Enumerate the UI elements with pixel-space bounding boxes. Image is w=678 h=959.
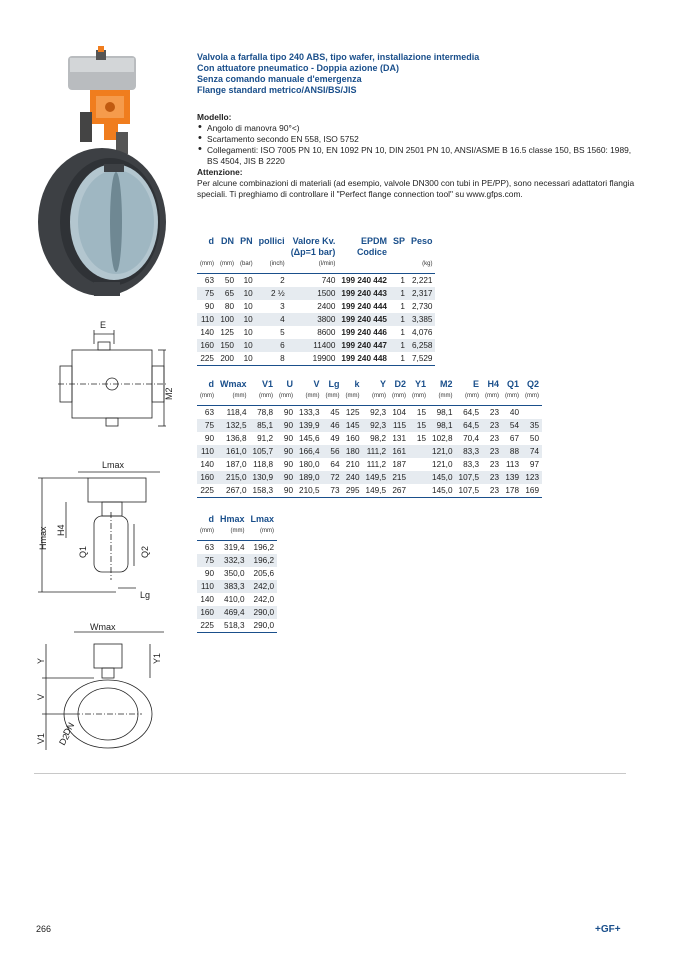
table-row: [197, 406, 542, 420]
table-cell: 199 240 445: [338, 313, 390, 326]
col-header: E: [473, 379, 480, 389]
unit-cell: (mm): [276, 390, 296, 406]
table-cell: 139,9: [296, 419, 323, 432]
table-row: [197, 471, 542, 484]
table-cell: 140: [200, 328, 214, 337]
d3-dn-label: DN: [61, 720, 77, 737]
table-cell: 199 240 443: [338, 287, 390, 300]
d3-d2-label: D2: [57, 732, 72, 747]
unit-cell: (inch): [256, 258, 288, 274]
table-cell: 3800: [288, 313, 339, 326]
table-cell: 90: [204, 569, 214, 578]
unit-cell: (mm): [456, 390, 483, 406]
table-cell: 110: [197, 445, 217, 458]
table-cell: 199 240 447: [338, 339, 390, 352]
col-header: k: [354, 379, 360, 389]
table-cell: 23: [489, 434, 500, 443]
col-header: Q1: [507, 379, 520, 389]
table-cell: 10: [237, 287, 256, 300]
unit-cell: (mm): [217, 525, 248, 541]
table-codes: [197, 236, 435, 366]
table-cell: 54: [502, 419, 522, 432]
gf-logo: +GF+: [595, 924, 621, 935]
table-cell: 295: [343, 484, 363, 498]
model-bullet: • Angolo di manovra 90°<): [207, 123, 637, 134]
table-cell: 121,0: [429, 445, 456, 458]
table-cell: 1: [390, 313, 408, 326]
unit-cell: (mm): [363, 390, 390, 406]
model-bullet: • Collegamenti: ISO 7005 PN 10, EN 1092 PN 10, DIN 2501 PN 10, ANSI/ASME B 16.5 classe 150, BS 1560: 1989, BS 4504, JIS B 2220: [207, 145, 637, 167]
table-cell: 187,0: [226, 460, 247, 469]
unit-cell: (mm): [197, 525, 217, 541]
table-cell: 3: [280, 302, 285, 311]
table-cell: 73: [323, 484, 343, 498]
d2-q2-label: Q2: [140, 545, 150, 558]
table-cell: 215: [389, 471, 409, 484]
unit-cell: (mm): [323, 390, 343, 406]
table-cell: 78,8: [257, 408, 274, 417]
unit-cell: (mm): [217, 258, 237, 274]
unit-cell: (mm): [343, 390, 363, 406]
d3-y1-label: Y1: [152, 652, 162, 664]
table-row: [197, 352, 435, 366]
col-header: H4: [487, 379, 500, 389]
table-cell: 131: [392, 434, 407, 443]
table-cell: 104: [392, 408, 407, 417]
unit-cell: [338, 258, 390, 274]
unit-cell: (mm): [197, 390, 217, 406]
table-row: [197, 580, 277, 593]
table-cell: 63: [204, 408, 214, 417]
table-cell: 23: [489, 408, 500, 417]
table-cell: 161,0: [217, 445, 250, 458]
product-title: [197, 52, 637, 96]
table-cell: 225: [197, 352, 217, 366]
table-cell: 23: [489, 460, 500, 469]
table-cell: 15: [416, 408, 427, 417]
table-cell: 90: [283, 460, 294, 469]
table-cell: 410,0: [224, 595, 245, 604]
col-header: Valore Kv.: [292, 236, 336, 246]
table-cell: 4: [256, 313, 288, 326]
table-cell: 1: [400, 302, 405, 311]
table-cell: 83,3: [463, 460, 480, 469]
table-dimensions: [197, 379, 542, 498]
table-cell: 150: [217, 339, 237, 352]
table-cell: 2 ½: [256, 287, 288, 300]
table-cell: 7,529: [408, 352, 436, 366]
table-row: [197, 619, 277, 633]
table-row: [197, 287, 435, 300]
table-cell: 111,2: [363, 445, 390, 458]
table-cell: 80: [224, 302, 234, 311]
table-cell: 72: [323, 471, 343, 484]
table-cell: 166,4: [296, 445, 323, 458]
table-cell: 200: [217, 352, 237, 366]
col-header: Lmax: [250, 514, 275, 524]
table-cell: 2,317: [408, 287, 436, 300]
d1-m2-label: M2: [164, 387, 174, 400]
table-cell: 10: [243, 276, 253, 285]
col-header: EPDM: [360, 236, 387, 246]
table-cell: 110: [197, 313, 217, 326]
table-row: [197, 458, 542, 471]
table-cell: 35: [522, 419, 542, 432]
table-cell: 123: [522, 471, 542, 484]
table-cell: 118,4: [226, 408, 247, 417]
table-cell: 1: [390, 352, 408, 366]
model-section: [197, 112, 637, 200]
table-cell: 8600: [317, 328, 336, 337]
table-cell: 160: [197, 471, 217, 484]
table-cell: 98,1: [429, 419, 456, 432]
table-body: [197, 258, 435, 366]
table-cell: 8: [256, 352, 288, 366]
table-cell: 64,5: [456, 419, 483, 432]
valve-product-image: [30, 46, 190, 302]
table-row: [197, 445, 542, 458]
col-header: M2: [440, 379, 453, 389]
table-cell: 10: [237, 352, 256, 366]
table-cell: 169: [522, 484, 542, 498]
col-header: d: [208, 379, 214, 389]
table-cell: 4,076: [411, 328, 433, 337]
table-cell: 110: [197, 580, 217, 593]
table-cell: 75: [197, 419, 217, 432]
table-cell: 1: [400, 328, 405, 337]
table-cell: 125: [345, 408, 360, 417]
table-cell: 10: [243, 328, 253, 337]
table-cell: 15: [416, 434, 427, 443]
table-cell: 132,5: [217, 419, 250, 432]
table-cell: 205,6: [253, 569, 275, 578]
table-cell: 23: [482, 484, 502, 498]
table-cell: 90: [276, 445, 296, 458]
unit-cell: (mm): [429, 390, 456, 406]
table-cell: 140: [200, 595, 214, 604]
table-cell: 145: [343, 419, 363, 432]
table-cell: 118,8: [253, 460, 274, 469]
table-cell: 130,9: [250, 471, 277, 484]
table-cell: 145,6: [299, 434, 320, 443]
table-row: [197, 606, 277, 619]
table-cell: 196,2: [253, 543, 275, 552]
table-cell: 74: [522, 445, 542, 458]
table-body: [197, 390, 542, 498]
table-cell: 180: [343, 445, 363, 458]
table-cell: 107,5: [456, 484, 483, 498]
table-cell: 63: [204, 276, 214, 285]
col-header: V1: [262, 379, 274, 389]
col-header: Hmax: [220, 514, 245, 524]
unit-cell: (kg): [408, 258, 436, 274]
table-cell: 90: [283, 408, 294, 417]
unit-cell: (mm): [197, 258, 217, 274]
table-cell: 215,0: [217, 471, 250, 484]
table-cell: 15: [409, 419, 429, 432]
table-cell: 90: [276, 419, 296, 432]
table-cell: 23: [482, 419, 502, 432]
unit-cell: (mm): [250, 390, 277, 406]
table-cell: 90: [283, 434, 294, 443]
col-header: Y: [380, 379, 387, 389]
table-cell: 46: [323, 419, 343, 432]
unit-cell: (mm): [502, 390, 522, 406]
col-header: d: [208, 236, 214, 246]
col-header-sub: (Δp=1 bar): [290, 247, 336, 257]
table-cell: 92,3: [363, 419, 390, 432]
table-cell: 64,5: [463, 408, 480, 417]
table-cell: 196,2: [248, 554, 278, 567]
col-header: d: [208, 514, 214, 524]
table-cell: 102,8: [432, 434, 453, 443]
col-header: U: [286, 379, 294, 389]
table-cell: 50: [224, 276, 234, 285]
table-row: [197, 593, 277, 606]
table-cell: 136,8: [226, 434, 247, 443]
table-cell: 111,2: [366, 460, 387, 469]
table-cell: 107,5: [456, 471, 483, 484]
table-cell: 149,5: [363, 471, 390, 484]
unit-cell: (mm): [296, 390, 323, 406]
table-cell: 225: [197, 619, 217, 633]
table-cell: 160: [345, 434, 360, 443]
table-cell: 469,4: [217, 606, 248, 619]
title-line: Valvola a farfalla tipo 240 ABS, tipo wafer, installazione intermedia: [197, 52, 480, 62]
table-row: [197, 419, 542, 432]
table-cell: 2,221: [411, 276, 433, 285]
page-number: 266: [36, 924, 52, 934]
table-cell: 1: [390, 339, 408, 352]
col-header-sub: Codice: [356, 247, 387, 257]
table-cell: [409, 458, 429, 471]
table-hmax-lmax: [197, 514, 277, 633]
table-cell: 6,258: [408, 339, 436, 352]
table-cell: 83,3: [456, 445, 483, 458]
footer-divider: [34, 773, 626, 774]
d3-v-label: V: [36, 693, 46, 700]
col-header: Lg: [328, 379, 340, 389]
table-cell: 90: [204, 434, 214, 443]
table-cell: 2: [280, 276, 285, 285]
table-cell: 92,3: [370, 408, 387, 417]
table-cell: 10: [237, 339, 256, 352]
table-cell: 1: [400, 276, 405, 285]
table-cell: 90: [204, 302, 214, 311]
table-row: [197, 554, 277, 567]
table-cell: 160: [197, 606, 217, 619]
table-cell: 518,3: [217, 619, 248, 633]
table-cell: 91,2: [257, 434, 274, 443]
table-cell: 2,730: [411, 302, 433, 311]
title-line: Senza comando manuale d'emergenza: [197, 74, 362, 84]
table-cell: 64: [330, 460, 340, 469]
col-header: Peso: [410, 236, 433, 246]
table-cell: 319,4: [224, 543, 245, 552]
table-row: [197, 274, 435, 288]
table-cell: 75: [197, 287, 217, 300]
d3-y-label: Y: [36, 657, 46, 664]
table-cell: 90: [276, 484, 296, 498]
d2-lg-label: Lg: [140, 590, 151, 600]
col-header: pollici: [258, 236, 285, 246]
table-row: [197, 484, 542, 498]
table-cell: 97: [529, 460, 540, 469]
table-cell: 1: [390, 287, 408, 300]
table-cell: 199 240 446: [341, 328, 387, 337]
table-cell: 105,7: [250, 445, 277, 458]
table-cell: 210: [345, 460, 360, 469]
table-cell: 23: [482, 445, 502, 458]
table-cell: 49: [330, 434, 340, 443]
unit-cell: (mm): [522, 390, 542, 406]
table-cell: 740: [321, 276, 336, 285]
unit-cell: (mm): [409, 390, 429, 406]
attention-text: Per alcune combinazioni di materiali (ad esempio, valvole DN300 con tubi in PE/PP), sono necessari adattatori flangia speciali. Ti preghiamo di controllare il "Perfect flange connection tool" su www.gfps.com.: [197, 178, 635, 199]
table-cell: 240: [343, 471, 363, 484]
table-cell: 85,1: [250, 419, 277, 432]
d2-q1-label: Q1: [78, 545, 88, 558]
table-cell: 145,0: [429, 471, 456, 484]
table-cell: 160: [197, 339, 217, 352]
table-cell: [409, 484, 429, 498]
d3-wmax-label: Wmax: [90, 622, 116, 632]
unit-cell: (mm): [248, 525, 278, 541]
table-cell: [409, 471, 429, 484]
table-cell: 242,0: [248, 580, 278, 593]
table-cell: 115: [389, 419, 409, 432]
col-header: Wmax: [220, 379, 247, 389]
table-cell: 65: [217, 287, 237, 300]
table-cell: 113: [505, 460, 520, 469]
d2-lmax-label: Lmax: [102, 460, 125, 470]
table-cell: 6: [256, 339, 288, 352]
table-cell: 2400: [317, 302, 336, 311]
table-cell: 180,0: [299, 460, 320, 469]
table-cell: 199 240 448: [338, 352, 390, 366]
title-line: Flange standard metrico/ANSI/BS/JIS: [197, 85, 357, 95]
table-cell: 290,0: [248, 606, 278, 619]
table-cell: 187: [392, 460, 407, 469]
drawing-front-section: [34, 622, 174, 757]
table-cell: [409, 445, 429, 458]
table-row: [197, 313, 435, 326]
table-cell: 242,0: [253, 595, 275, 604]
table-cell: 90: [276, 471, 296, 484]
table-cell: 145,0: [429, 484, 456, 498]
table-cell: 199 240 444: [341, 302, 387, 311]
attention-heading: Attenzione:: [197, 167, 243, 177]
table-cell: 125: [220, 328, 234, 337]
table-cell: 158,3: [250, 484, 277, 498]
col-header: V: [313, 379, 320, 389]
table-row: [197, 432, 542, 445]
table-cell: 140: [200, 460, 214, 469]
table-row: [197, 541, 277, 555]
unit-cell: (bar): [237, 258, 256, 274]
table-cell: 50: [529, 434, 540, 443]
table-cell: 225: [197, 484, 217, 498]
d1-e-label: E: [100, 320, 107, 330]
model-bullet: • Scartamento secondo EN 558, ISO 5752: [207, 134, 637, 145]
table-cell: 178: [502, 484, 522, 498]
unit-cell: (mm): [482, 390, 502, 406]
table-cell: 98,2: [370, 434, 387, 443]
table-cell: 199 240 442: [341, 276, 387, 285]
unit-cell: [390, 258, 408, 274]
table-cell: 133,3: [299, 408, 320, 417]
col-header: D2: [394, 379, 407, 389]
table-cell: 40: [509, 408, 520, 417]
table-cell: 210,5: [296, 484, 323, 498]
unit-cell: (l/min): [288, 258, 339, 274]
table-cell: 189,0: [296, 471, 323, 484]
table-cell: 121,0: [432, 460, 453, 469]
table-cell: 11400: [288, 339, 339, 352]
table-body: [197, 525, 277, 633]
d3-v1-label: V1: [36, 732, 46, 744]
table-cell: 98,1: [436, 408, 453, 417]
table-cell: 67: [509, 434, 520, 443]
table-cell: 56: [323, 445, 343, 458]
table-cell: 88: [502, 445, 522, 458]
table-cell: 149,5: [363, 484, 390, 498]
d2-h4-label: H4: [56, 524, 66, 536]
table-cell: 3,385: [408, 313, 436, 326]
table-row: [197, 300, 435, 313]
table-cell: 5: [280, 328, 285, 337]
col-header: DN: [221, 236, 234, 246]
table-cell: 45: [330, 408, 340, 417]
col-header: PN: [240, 236, 253, 246]
table-row: [197, 567, 277, 580]
table-cell: 350,0: [224, 569, 245, 578]
table-cell: 70,4: [463, 434, 480, 443]
table-cell: 267: [389, 484, 409, 498]
table-cell: 63: [204, 543, 214, 552]
table-cell: 19900: [288, 352, 339, 366]
model-bullets: [197, 123, 637, 167]
table-cell: 332,3: [217, 554, 248, 567]
table-cell: 1500: [288, 287, 339, 300]
table-cell: 383,3: [217, 580, 248, 593]
col-header: Y1: [415, 379, 427, 389]
table-cell: 10: [243, 302, 253, 311]
table-cell: 267,0: [217, 484, 250, 498]
unit-cell: (mm): [389, 390, 409, 406]
table-row: [197, 339, 435, 352]
table-cell: 75: [197, 554, 217, 567]
model-heading: Modello:: [197, 112, 232, 122]
col-header: Q2: [527, 379, 540, 389]
table-row: [197, 326, 435, 339]
table-cell: 100: [217, 313, 237, 326]
table-cell: 290,0: [248, 619, 278, 633]
table-cell: [522, 406, 542, 420]
table-cell: 161: [389, 445, 409, 458]
title-line: Con attuatore pneumatico - Doppia azione (DA): [197, 63, 400, 73]
table-cell: 139: [502, 471, 522, 484]
table-cell: 10: [237, 313, 256, 326]
col-header: SP: [392, 236, 405, 246]
unit-cell: (mm): [217, 390, 250, 406]
drawing-side-view: [36, 458, 176, 608]
d2-hmax-label: Hmax: [38, 526, 48, 550]
drawing-actuator-front: [46, 318, 176, 443]
table-cell: 23: [482, 471, 502, 484]
